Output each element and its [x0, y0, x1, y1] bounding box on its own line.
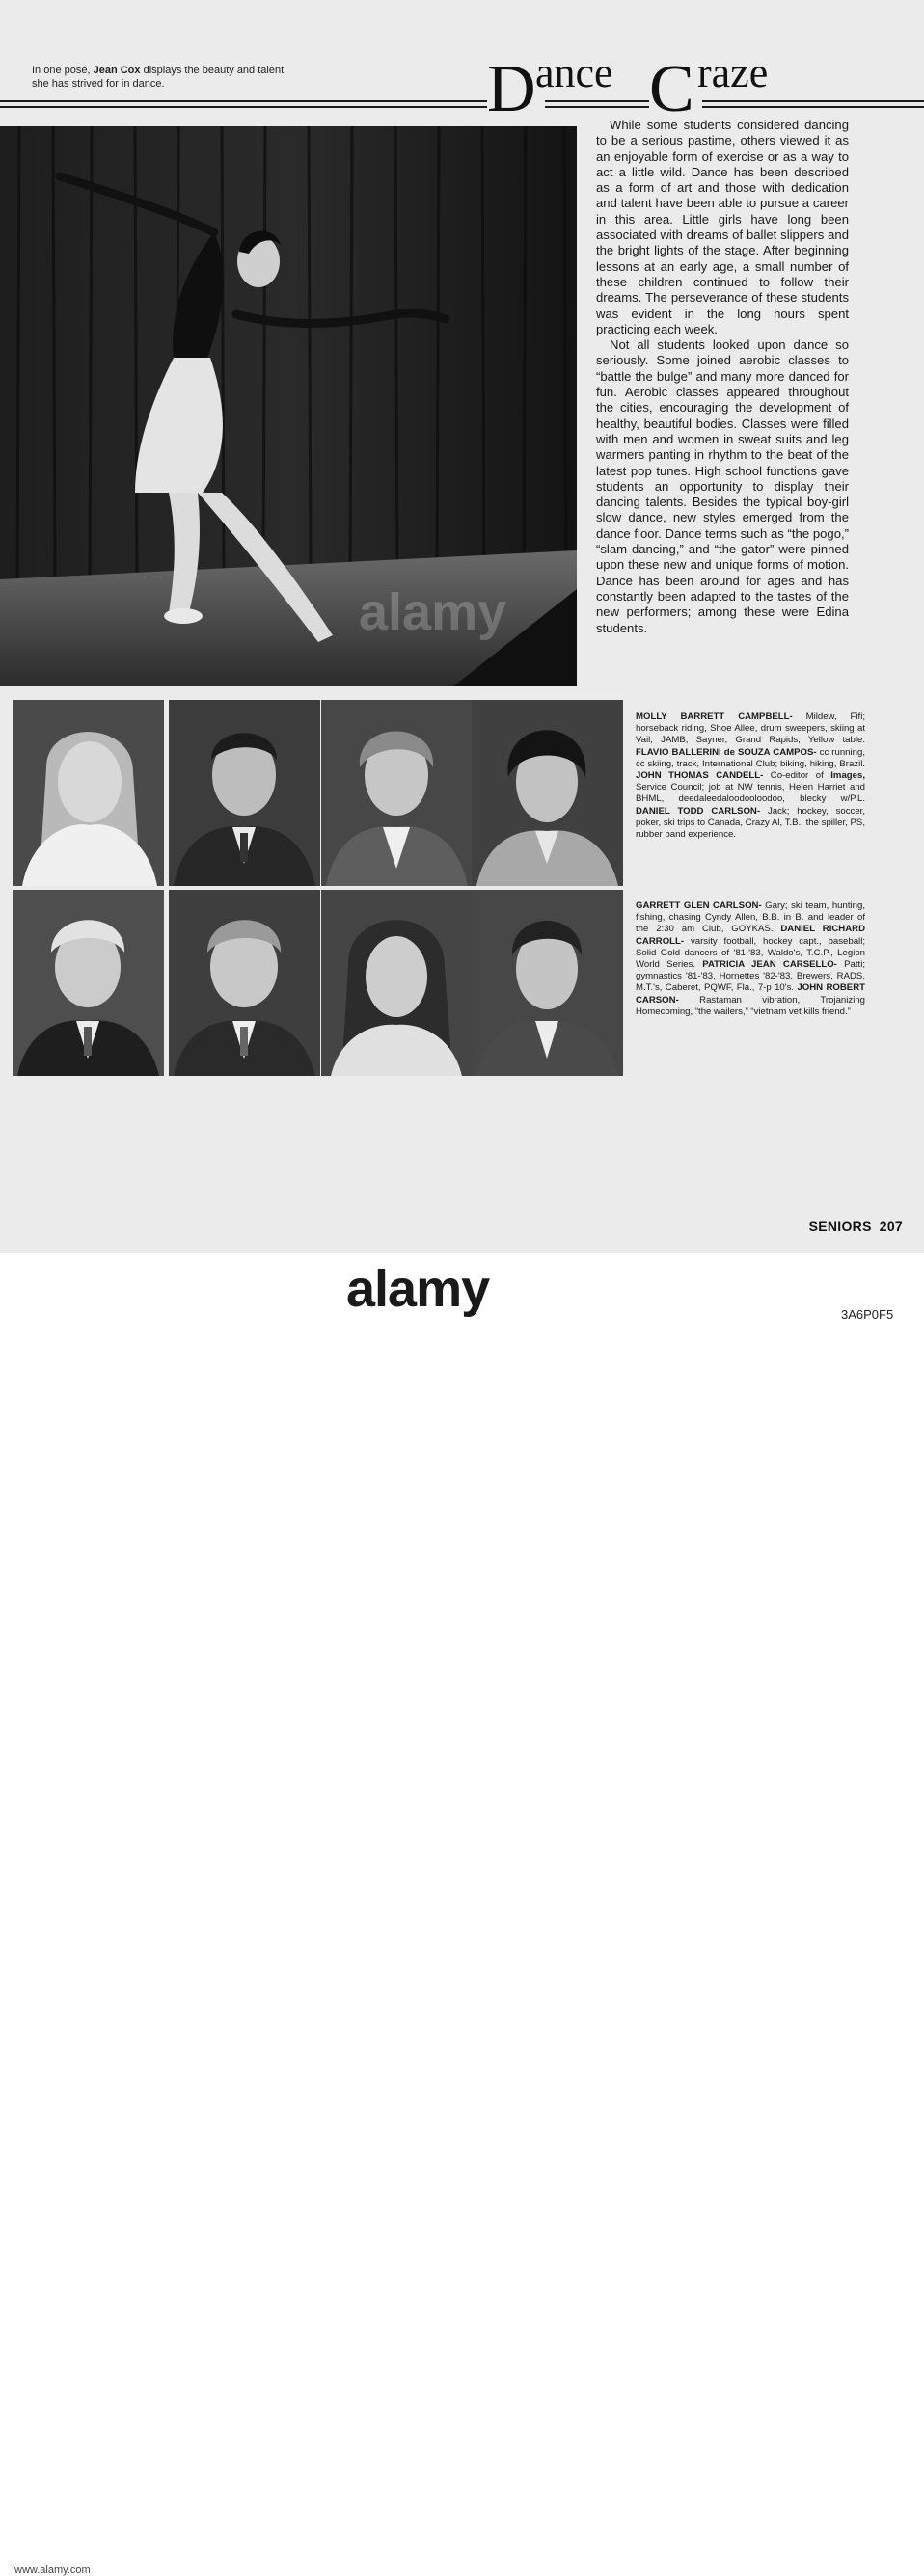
- portrait-photo: [13, 890, 164, 1076]
- rule-left-bottom: [0, 106, 487, 108]
- bio-paragraph-top: [636, 711, 865, 841]
- portrait-photo: [13, 700, 164, 886]
- bio-name: DANIEL TODD CARLSON-: [636, 805, 761, 817]
- bio-text: Gary; ski team, hunting, fishing, chasing Cyndy Allen, B.B. in B. and leader of the 2:30 am Club, GOYKAS.: [636, 900, 865, 935]
- portrait-photo: [169, 890, 320, 1076]
- portrait-photo: [321, 890, 473, 1076]
- page-title: [487, 46, 854, 126]
- page-footer: [809, 1219, 903, 1234]
- rule-left-top: [0, 100, 487, 102]
- article-paragraph-2: Not all students looked upon dance so seriously. Some joined aerobic classes to “battle the bulge” and many more danced for fun. Aerobic classes appeared throughout the cities, encouraging the development of healthy, beautiful bodies. Classes were filled with men and women in sweat suits and leg warmers panting in rhythm to the beat of the latest pop tunes. High school functions gave students an opportunity to display their dancing talents. Besides the typical boy-girl slow dance, new styles emerged from the dance floor. Dance terms such as “the pogo,” “slam dancing,” and “the gator” were pinned upon these new and unique forms of motion. Dance has been around for ages and has constantly been adapted to the tastes of the new performers; among these were Edina students.: [596, 337, 849, 635]
- title-initial-c: C: [649, 52, 694, 126]
- bio-name: GARRETT GLEN CARLSON-: [636, 900, 762, 911]
- caption-text-post: displays the beauty and talent she has strived for in dance.: [32, 65, 285, 90]
- title-initial-d: D: [487, 52, 536, 126]
- bio-name: MOLLY BARRETT CAMPBELL-: [636, 711, 793, 722]
- portrait-daniel-carlson: [472, 700, 623, 886]
- watermark-text: alamy: [359, 583, 507, 641]
- portrait-photo: [169, 700, 320, 886]
- page-number: 207: [879, 1219, 903, 1234]
- portrait-photo: [321, 700, 473, 886]
- title-word-raze: raze: [697, 49, 769, 96]
- bio-text: Jack; hockey, soccer, poker, ski trips to Canada, Crazy Al, T.B., the spiller, PS, rubber band experience.: [636, 805, 865, 841]
- footer-section: SENIORS: [808, 1219, 872, 1234]
- bio-text: varsity football, hockey capt., baseball; Solid Gold dancers of '81-'83, Waldo's, T.C.P., Legion World Series.: [636, 935, 865, 971]
- stock-logo: alamy: [346, 1260, 490, 1318]
- article-body: [596, 118, 849, 636]
- portrait-garrett-carlson: [13, 890, 164, 1076]
- caption-name: Jean Cox: [93, 65, 141, 76]
- bio-name: JOHN THOMAS CANDELL-: [636, 770, 764, 782]
- bio-name: JOHN ROBERT CARSON-: [636, 982, 865, 1006]
- photo-caption: [32, 64, 302, 91]
- portrait-john-carson: [472, 890, 623, 1076]
- portrait-daniel-carroll: [169, 890, 320, 1076]
- stock-url[interactable]: www.alamy.com: [14, 2564, 91, 2576]
- bio-text: Co-editor of: [763, 770, 831, 782]
- bio-block-top: [636, 711, 865, 841]
- portrait-john-candell: [321, 700, 473, 886]
- bio-name: PATRICIA JEAN CARSELLO-: [702, 959, 837, 971]
- bio-name: FLAVIO BALLERINI de SOUZA CAMPOS-: [636, 746, 817, 758]
- portrait-photo: [472, 700, 623, 886]
- bio-text: Rastaman vibration, Trojanizing Homecoming, “the wailers,” “vietnam vet kills friend.”: [636, 994, 865, 1017]
- caption-text-pre: In one pose,: [32, 65, 94, 76]
- portrait-patricia-carsello: [321, 890, 473, 1076]
- portrait-photo: [472, 890, 623, 1076]
- bio-text: cc running, cc skiing, track, International Club; biking, hiking, Brazil.: [636, 746, 865, 769]
- bio-paragraph-bottom: [636, 900, 865, 1018]
- bio-bold: Images,: [830, 770, 865, 782]
- bio-text: Mildew, Fifi; horseback riding, Shoe Allee, drum sweepers, skiing at Vail, JAMB, Sayner, Grand Rapids, Yellow table.: [636, 711, 865, 746]
- bio-name: DANIEL RICHARD CARROLL-: [636, 924, 865, 947]
- yearbook-page: [0, 0, 924, 1253]
- title-word-ance: ance: [535, 49, 613, 96]
- article-paragraph-1: While some students considered dancing to be a serious pastime, others viewed it as an enjoyable form of exercise or as a way to act a little wild. Dance has been described as a form of art and those with dedication and talent have been able to pursue a career in this area. Little girls have long been associated with dreams of ballet slippers and the bright lights of the stage. After beginning lessons at an early age, a small number of these children continued to follow their dreams. The perseverance of these students was evident in the long hours spent practicing each week.: [596, 118, 849, 336]
- portrait-flavio-campos: [169, 700, 320, 886]
- bio-text: Patti; gymnastics '81-'83, Hornettes '82-'83, Brewers, RADS, M.T.'s, Caberet, PQWF, Fla., 7-p 10's.: [636, 959, 865, 994]
- stock-image-id: 3A6P0F5: [841, 1307, 894, 1322]
- portrait-molly-campbell: [13, 700, 164, 886]
- bio-block-bottom: [636, 900, 865, 1018]
- bio-text: Service Council; job at NW tennis, Helen Harriet and BHML, deedaleedaloodooloodoo, blecky w/P.L.: [636, 782, 865, 805]
